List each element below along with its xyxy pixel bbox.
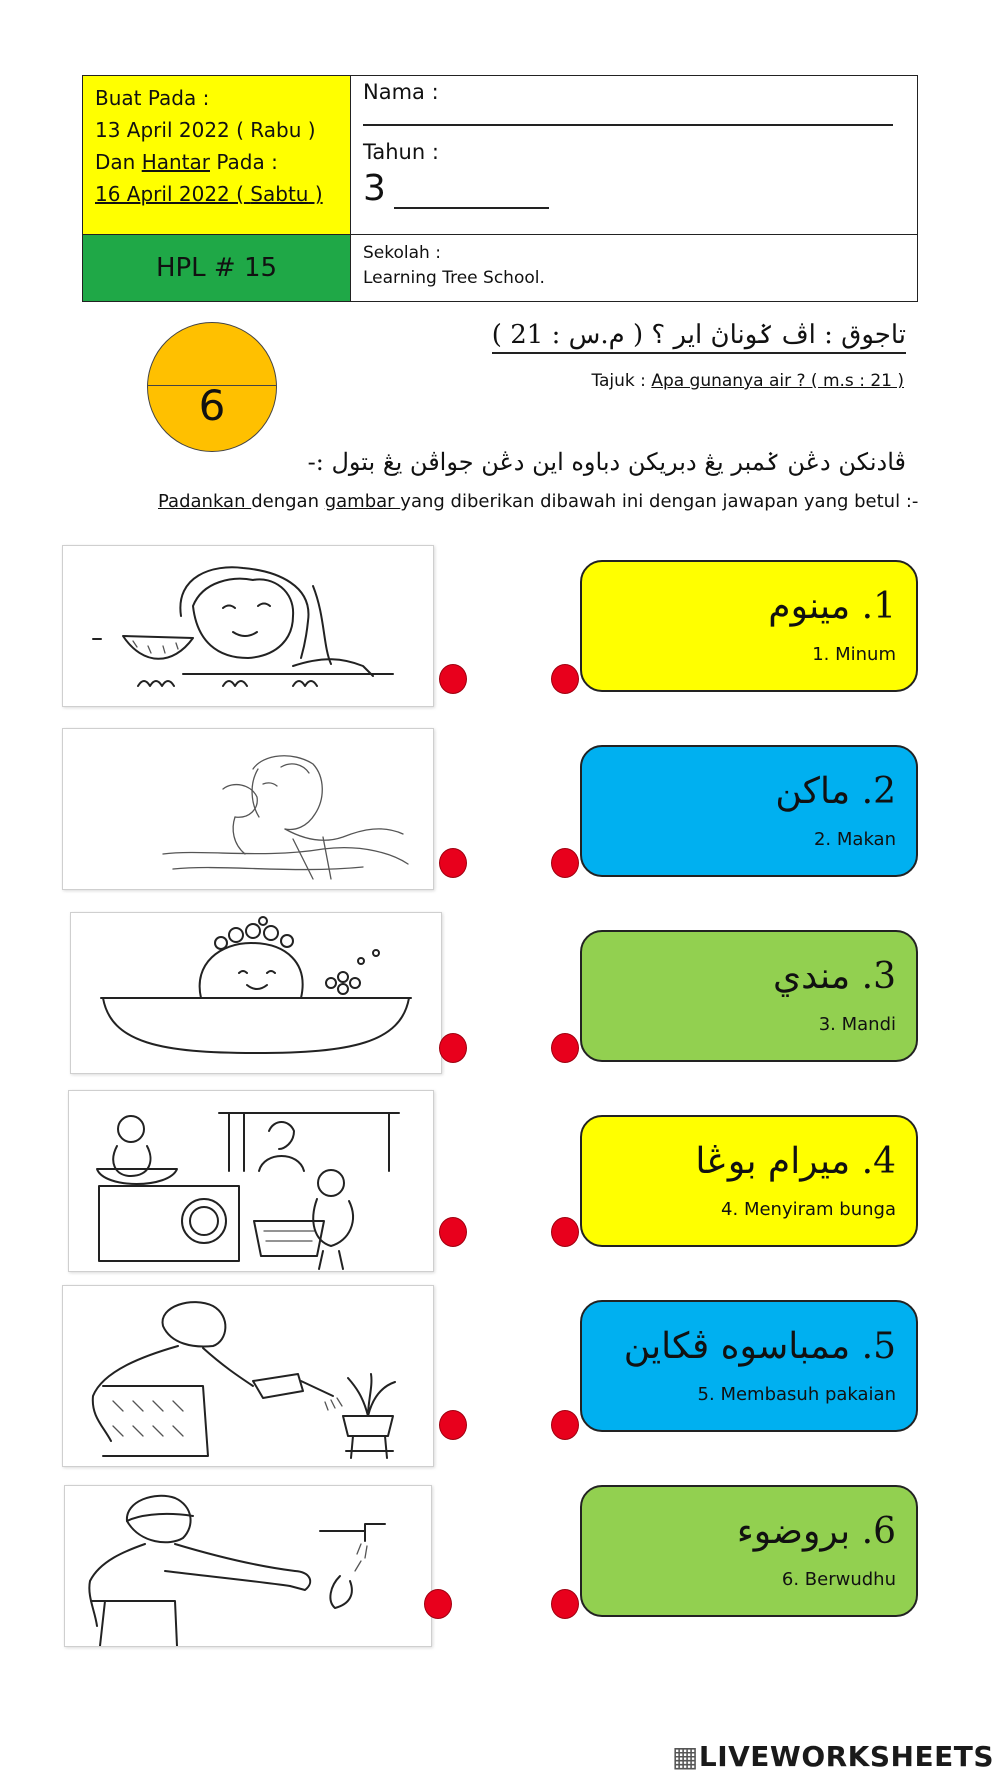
answer-4-jawi: 4. ميرام بوڠا bbox=[695, 1141, 896, 1182]
answer-4-rumi: 4. Menyiram bunga bbox=[721, 1199, 896, 1220]
hantar-pada-date: 16 April 2022 ( Sabtu ) bbox=[95, 182, 323, 206]
answer-5-jawi: 5. ممباسوه ڤكاين bbox=[623, 1326, 896, 1367]
sekolah-label: Sekolah : bbox=[363, 243, 441, 263]
answer-2-connector-dot[interactable] bbox=[551, 848, 579, 878]
picture-6-connector-dot[interactable] bbox=[424, 1589, 452, 1619]
picture-4-connector-dot[interactable] bbox=[439, 1217, 467, 1247]
answer-card-6 bbox=[580, 1485, 918, 1617]
buat-pada-date: 13 April 2022 ( Rabu ) bbox=[95, 118, 316, 142]
picture-1 bbox=[62, 545, 434, 707]
badge-number: 6 bbox=[198, 381, 226, 430]
answer-3-rumi: 3. Mandi bbox=[818, 1014, 896, 1035]
header-table bbox=[82, 75, 918, 302]
picture-4 bbox=[68, 1090, 434, 1272]
nama-input-line[interactable] bbox=[363, 108, 893, 126]
answer-card-4 bbox=[580, 1115, 918, 1247]
sekolah-value: Learning Tree School. bbox=[363, 268, 545, 288]
picture-6 bbox=[64, 1485, 432, 1647]
title-rumi: Tajuk : Apa gunanya air ? ( m.s : 21 ) bbox=[591, 371, 904, 391]
answer-1-connector-dot[interactable] bbox=[551, 664, 579, 694]
liveworksheets-logo-icon: ▦ bbox=[671, 1740, 699, 1773]
watering-plant-icon bbox=[63, 1286, 433, 1466]
answer-1-rumi: 1. Minum bbox=[812, 644, 896, 665]
answer-2-jawi: 2. ماكن bbox=[775, 771, 896, 812]
girl-eating-watermelon-icon bbox=[63, 546, 433, 706]
answer-card-2 bbox=[580, 745, 918, 877]
ablution-washing-hands-icon bbox=[65, 1486, 431, 1646]
picture-5 bbox=[62, 1285, 434, 1467]
answer-3-jawi: 3. مندي bbox=[772, 956, 896, 997]
answer-card-1 bbox=[580, 560, 918, 692]
hantar-pada-label: Dan Hantar Pada : bbox=[95, 150, 278, 174]
nama-label: Nama : bbox=[363, 80, 439, 104]
liveworksheets-logo-text: LIVEWORKSHEETS bbox=[698, 1740, 994, 1773]
title-jawi: تاجوق : اڤ ݢوناڽ اير ؟ ( م.س : 21 ) bbox=[492, 320, 906, 354]
picture-2 bbox=[62, 728, 434, 890]
answer-5-rumi: 5. Membasuh pakaian bbox=[697, 1384, 896, 1405]
tahun-label: Tahun : bbox=[363, 140, 439, 164]
name-year-cell bbox=[351, 76, 917, 235]
child-bathing-icon bbox=[71, 913, 441, 1073]
buat-pada-label: Buat Pada : bbox=[95, 86, 210, 110]
picture-3 bbox=[70, 912, 442, 1074]
hpl-cell: HPL # 15 bbox=[83, 235, 351, 301]
answer-6-connector-dot[interactable] bbox=[551, 1589, 579, 1619]
answer-6-rumi: 6. Berwudhu bbox=[781, 1569, 896, 1590]
tahun-input-line[interactable] bbox=[394, 177, 549, 209]
answer-3-connector-dot[interactable] bbox=[551, 1033, 579, 1063]
tahun-value: 3 bbox=[363, 168, 386, 209]
man-drinking-icon bbox=[63, 729, 433, 889]
picture-5-connector-dot[interactable] bbox=[439, 1410, 467, 1440]
dates-cell bbox=[83, 76, 351, 235]
instruction-rumi: Padankan dengan gambar yang diberikan dibawah ini dengan jawapan yang betul :- bbox=[158, 491, 919, 512]
tahun-row bbox=[363, 168, 905, 209]
answer-4-connector-dot[interactable] bbox=[551, 1217, 579, 1247]
answer-card-5 bbox=[580, 1300, 918, 1432]
answer-1-jawi: 1. مينوم bbox=[768, 586, 896, 627]
picture-3-connector-dot[interactable] bbox=[439, 1033, 467, 1063]
answer-2-rumi: 2. Makan bbox=[813, 829, 896, 850]
picture-1-connector-dot[interactable] bbox=[439, 664, 467, 694]
school-cell bbox=[351, 235, 917, 301]
number-badge bbox=[147, 322, 277, 452]
answer-5-connector-dot[interactable] bbox=[551, 1410, 579, 1440]
liveworksheets-logo bbox=[672, 1740, 994, 1773]
answer-card-3 bbox=[580, 930, 918, 1062]
instruction-jawi: ڤادنكن دڠن ݢمبر يڠ دبريكن دباوه اين دڠن جواڤن يڠ بتول :- bbox=[307, 448, 906, 476]
laundry-scene-icon bbox=[69, 1091, 433, 1271]
picture-2-connector-dot[interactable] bbox=[439, 848, 467, 878]
answer-6-jawi: 6. بروضوء bbox=[736, 1511, 896, 1552]
